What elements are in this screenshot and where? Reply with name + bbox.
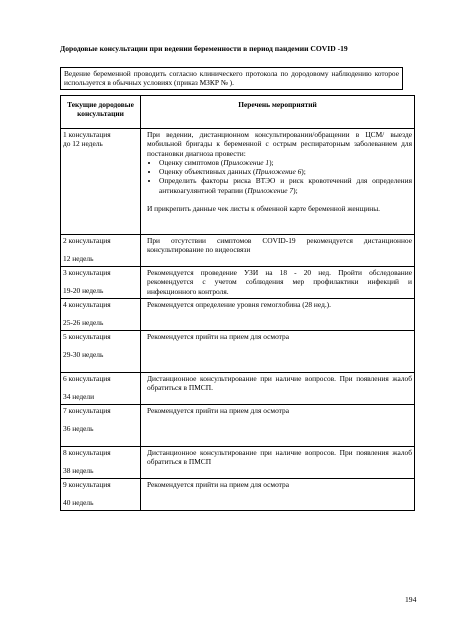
consultation-cell (61, 373, 141, 405)
header-consultations: Текущие дородовые консультации (61, 96, 141, 129)
consultation-number: 3 консультация (63, 268, 111, 277)
consultation-number: 4 консультация (63, 300, 111, 309)
consultation-cell (61, 479, 141, 511)
consultation-term: 40 недель (63, 498, 94, 508)
consultation-cell (61, 447, 141, 479)
table-row (61, 299, 415, 331)
consultation-number: 9 консультация (63, 480, 111, 489)
table-row (61, 331, 415, 373)
list-item: • Определить факторы риска ВТЭО и риск кровотечений для определения антикоагулянтной терапии (Приложение 7); (159, 176, 412, 195)
consultation-cell (61, 129, 141, 235)
consultation-term: 12 недель (63, 254, 94, 264)
consultation-cell (61, 331, 141, 373)
consultation-cell (61, 267, 141, 299)
page-title: Дородовые консультации при ведении беременности в период пандемии COVID -19 (60, 44, 348, 53)
measures-cell: Рекомендуется определение уровня гемоглобина (28 нед.). (141, 299, 415, 331)
measures-intro: При ведении, дистанционном консультировании/обращении в ЦСМ/ выезде мобильной бригады к беременной с острым респираторным заболеванием для постановки диагноза провести: (147, 130, 412, 158)
table-header-row (61, 96, 415, 129)
consultation-number: 1 консультация (63, 130, 111, 139)
measures-cell: Рекомендуется прийти на прием для осмотра (141, 405, 415, 447)
intro-box: Ведение беременной проводить согласно клиническего протокола по дородовому наблюдению которое используется в обычных условиях (приказ МЗКР № ). (60, 67, 403, 90)
consultation-term: 25-26 недель (63, 318, 104, 328)
consultation-number: 6 консультация (63, 374, 111, 383)
measures-outro: И прикрепить данные чек листы к обменной карте беременной женщины. (147, 204, 381, 214)
measures-cell: Рекомендуется прийти на прием для осмотра (141, 331, 415, 373)
page-number: 194 (405, 595, 417, 604)
measures-cell: Дистанционное консультирование при наличие вопросов. При появления жалоб обратиться в ПМСП. (141, 373, 415, 405)
header-measures: Перечень мероприятий (141, 96, 415, 129)
consultation-number: 5 консультация (63, 332, 111, 341)
measures-cell: Дистанционное консультирование при наличие вопросов. При появления жалоб обратиться в ПМСП (141, 447, 415, 479)
list-item: • Оценку симптомов (Приложение 1); (159, 158, 412, 167)
table-row (61, 129, 415, 235)
table-row (61, 373, 415, 405)
table-row (61, 267, 415, 299)
list-item: • Оценку объективных данных (Приложение 6); (159, 167, 412, 176)
consultation-term: 38 недель (63, 466, 94, 476)
measures-cell: Рекомендуется прийти на прием для осмотра (141, 479, 415, 511)
consultation-term: 36 недель (63, 424, 94, 434)
consultation-term: 29-30 недель (63, 350, 104, 360)
consultation-number: 2 консультация (63, 236, 111, 245)
measures-cell: При отсутствии симптомов COVID-19 рекомендуется дистанционное консультирование по видеосвязи (141, 235, 415, 267)
consultation-cell (61, 299, 141, 331)
consultation-number: 7 консультация (63, 406, 111, 415)
consultation-cell (61, 235, 141, 267)
consultation-term: до 12 недель (63, 139, 103, 149)
table-row (61, 447, 415, 479)
consultation-cell (61, 405, 141, 447)
consultation-term: 34 недели (63, 392, 95, 402)
measures-cell (141, 129, 415, 235)
consultation-term: 19-20 недель (63, 286, 104, 296)
measures-cell: Рекомендуется проведение УЗИ на 18 - 20 нед. Пройти обследование рекомендуется с учетом соблюдения мер профилактики инфекций и инфекционного контроля. (141, 267, 415, 299)
consultation-number: 8 консультация (63, 448, 111, 457)
table-row (61, 479, 415, 511)
table-row (61, 405, 415, 447)
table-row (61, 235, 415, 267)
measures-list (147, 158, 412, 195)
consultation-table (60, 95, 415, 511)
